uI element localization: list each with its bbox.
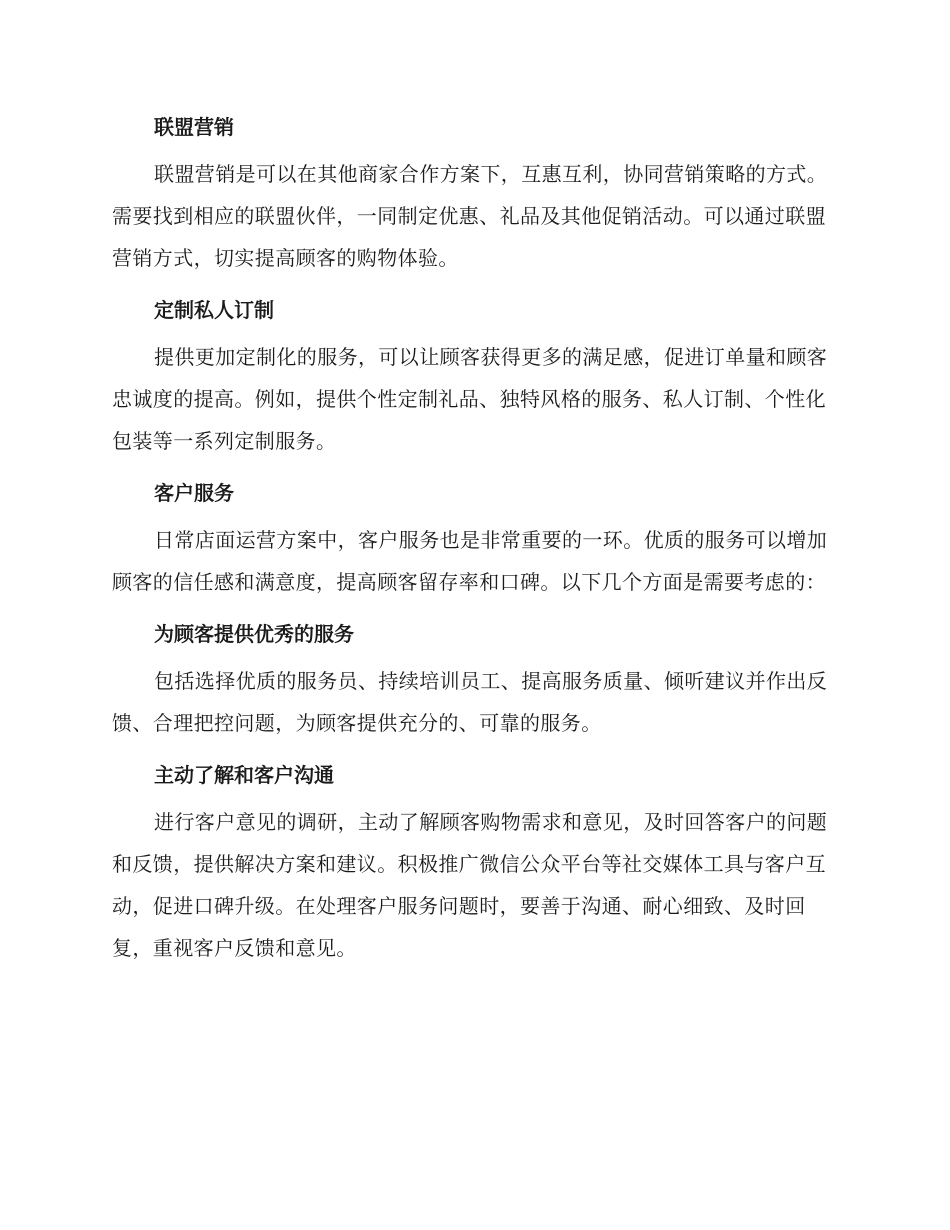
section-heading-customer-communication: 主动了解和客户沟通 — [154, 763, 334, 787]
section-paragraph-alliance-marketing: 联盟营销是可以在其他商家合作方案下，互惠互利，协同营销策略的方式。需要找到相应的联盟伙伴，一同制定优惠、礼品及其他促销活动。可以通过联盟营销方式，切实提高顾客的购物体验。 — [112, 162, 828, 270]
section-heading-customer-service: 客户服务 — [154, 481, 234, 505]
section-paragraph-customer-communication: 进行客户意见的调研，主动了解顾客购物需求和意见，及时回答客户的问题和反馈，提供解决方案和建议。积极推广微信公众平台等社交媒体工具与客户互动，促进口碑升级。在处理客户服务问题时，要善于沟通、耐心细致、及时回复，重视客户反馈和意见。 — [112, 810, 828, 960]
document-page — [112, 106, 832, 979]
section-heading-excellent-service: 为顾客提供优秀的服务 — [154, 622, 354, 646]
section-paragraph-customer-service: 日常店面运营方案中，客户服务也是非常重要的一环。优质的服务可以增加顾客的信任感和满意度，提高顾客留存率和口碑。以下几个方面是需要考虑的： — [112, 528, 828, 594]
section-paragraph-customization: 提供更加定制化的服务，可以让顾客获得更多的满足感，促进订单量和顾客忠诚度的提高。例如，提供个性定制礼品、独特风格的服务、私人订制、个性化包装等一系列定制服务。 — [112, 345, 828, 453]
section-heading-customization: 定制私人订制 — [154, 298, 274, 322]
section-paragraph-excellent-service: 包括选择优质的服务员、持续培训员工、提高服务质量、倾听建议并作出反馈、合理把控问题，为顾客提供充分的、可靠的服务。 — [112, 669, 828, 735]
section-heading-alliance-marketing: 联盟营销 — [154, 115, 234, 139]
